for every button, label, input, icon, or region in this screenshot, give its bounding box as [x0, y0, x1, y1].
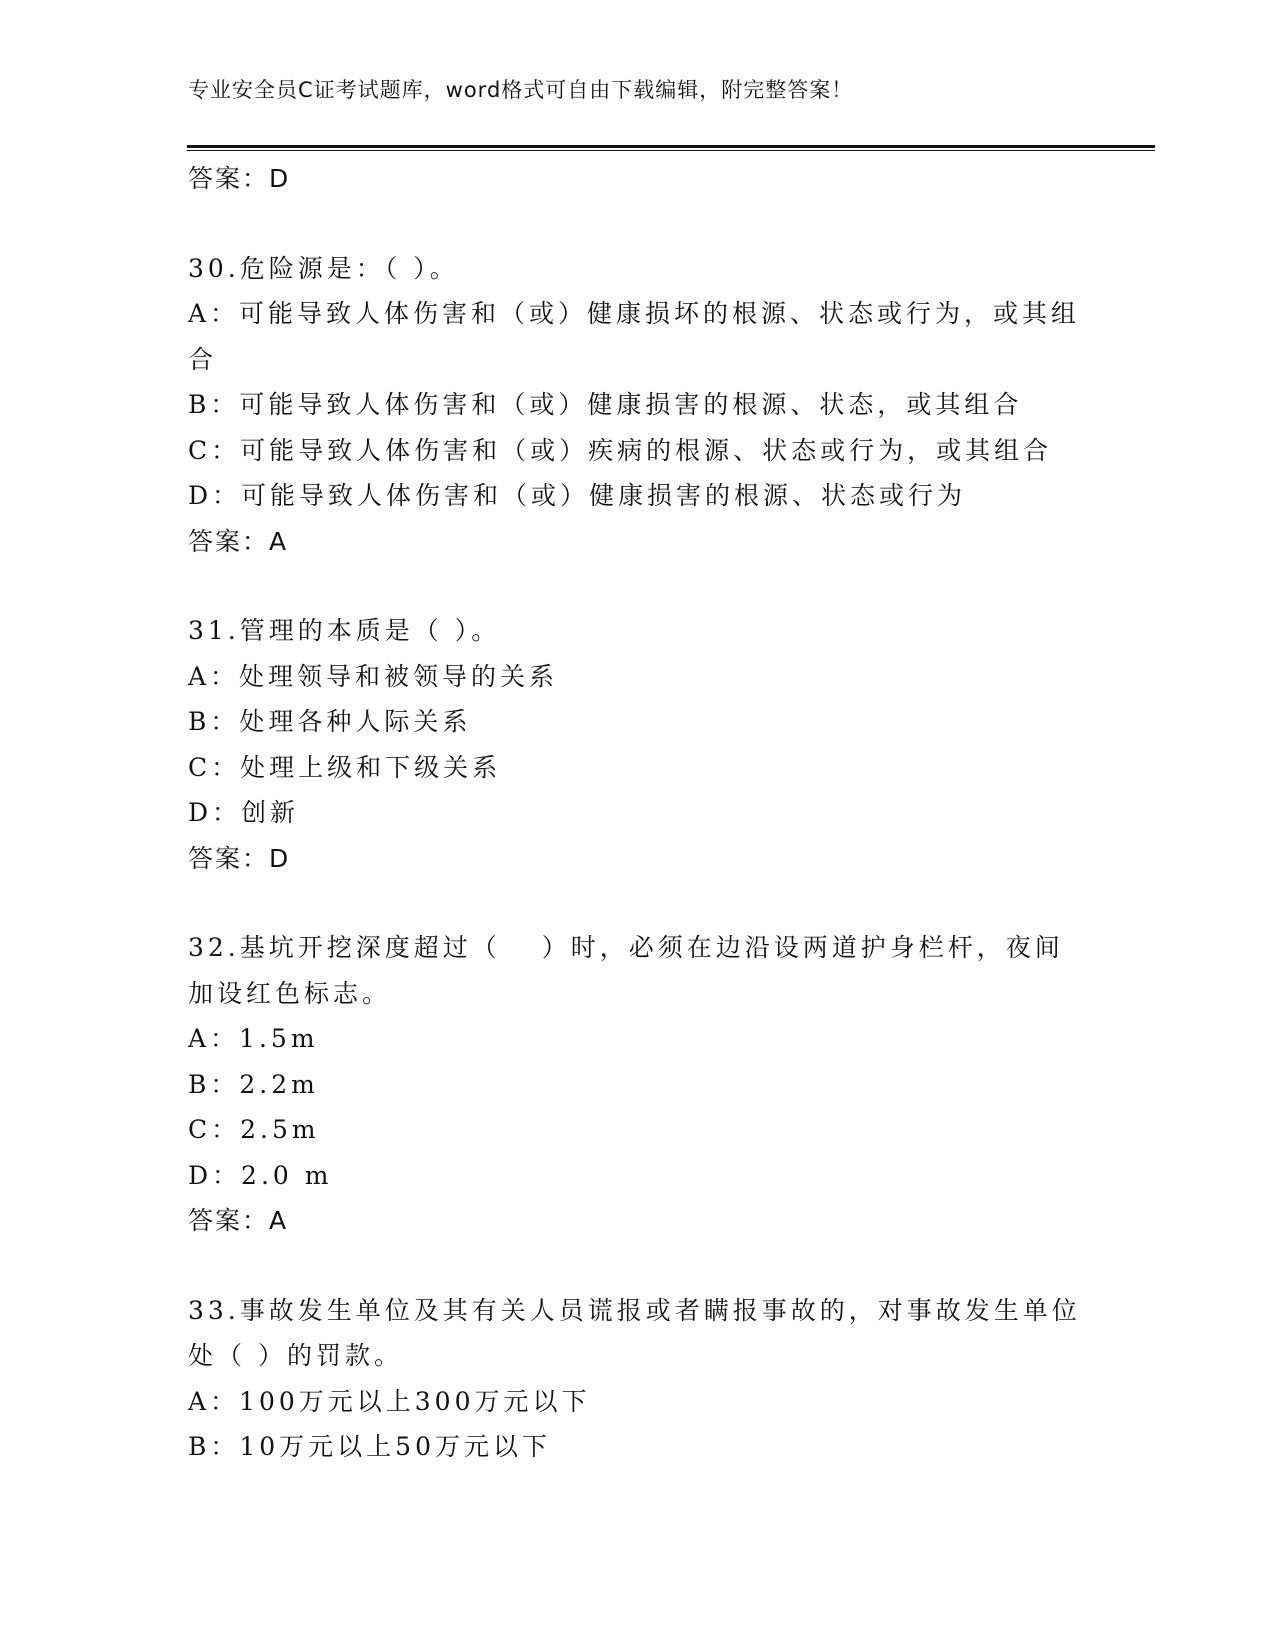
question-stem: 33.事故发生单位及其有关人员谎报或者瞒报事故的，对事故发生单位: [188, 1295, 1081, 1325]
question-30: [188, 246, 1088, 565]
question-list: [188, 156, 1088, 1470]
page-header: 专业安全员C证考试题库，word格式可自由下载编辑，附完整答案！: [188, 78, 854, 102]
header-rule-thin: [187, 150, 1155, 151]
spacer: [188, 202, 1088, 246]
option-d: D：2.0 m: [188, 1160, 333, 1190]
spacer: [188, 564, 1088, 608]
spacer: [188, 1244, 1088, 1288]
question-stem-continued: 加设红色标志。: [188, 978, 392, 1008]
question-stem-continued: 处（ ）的罚款。: [188, 1341, 403, 1370]
answer: 答案：D: [188, 843, 291, 873]
option-d: D：创新: [188, 798, 300, 827]
option-b: B：2.2m: [188, 1069, 319, 1099]
option-c: C：处理上级和下级关系: [188, 752, 502, 782]
spacer: [188, 881, 1088, 925]
option-a: A：1.5m: [188, 1024, 319, 1053]
option-a: A：处理领导和被领导的关系: [188, 661, 559, 691]
answer: 答案：A: [188, 1206, 289, 1235]
header-rule-thick: [187, 145, 1155, 148]
option-b: B：可能导致人体伤害和（或）健康损害的根源、状态，或其组合: [188, 390, 1023, 419]
option-a: A：可能导致人体伤害和（或）健康损坏的根源、状态或行为，或其组: [188, 299, 1081, 328]
option-c: C：2.5m: [188, 1115, 320, 1144]
question-stem: 32.基坑开挖深度超过（ ）时，必须在边沿设两道护身栏杆，夜间: [188, 933, 1064, 962]
question-33: [188, 1288, 1088, 1470]
question-stem: 31.管理的本质是（ ）。: [188, 616, 501, 645]
option-d: D：可能导致人体伤害和（或）健康损害的根源、状态或行为: [188, 481, 967, 510]
option-a-continued: 合: [188, 344, 218, 374]
option-b: B：10万元以上50万元以下: [188, 1432, 551, 1461]
option-b: B：处理各种人际关系: [188, 707, 472, 736]
option-a: A：100万元以上300万元以下: [188, 1386, 591, 1416]
question-stem: 30.危险源是：（ ）。: [188, 253, 459, 283]
previous-answer: 答案：D: [188, 164, 291, 193]
question-32: [188, 925, 1088, 1244]
answer: 答案：A: [188, 526, 289, 556]
option-c: C：可能导致人体伤害和（或）疾病的根源、状态或行为，或其组合: [188, 435, 1053, 465]
question-31: [188, 608, 1088, 881]
